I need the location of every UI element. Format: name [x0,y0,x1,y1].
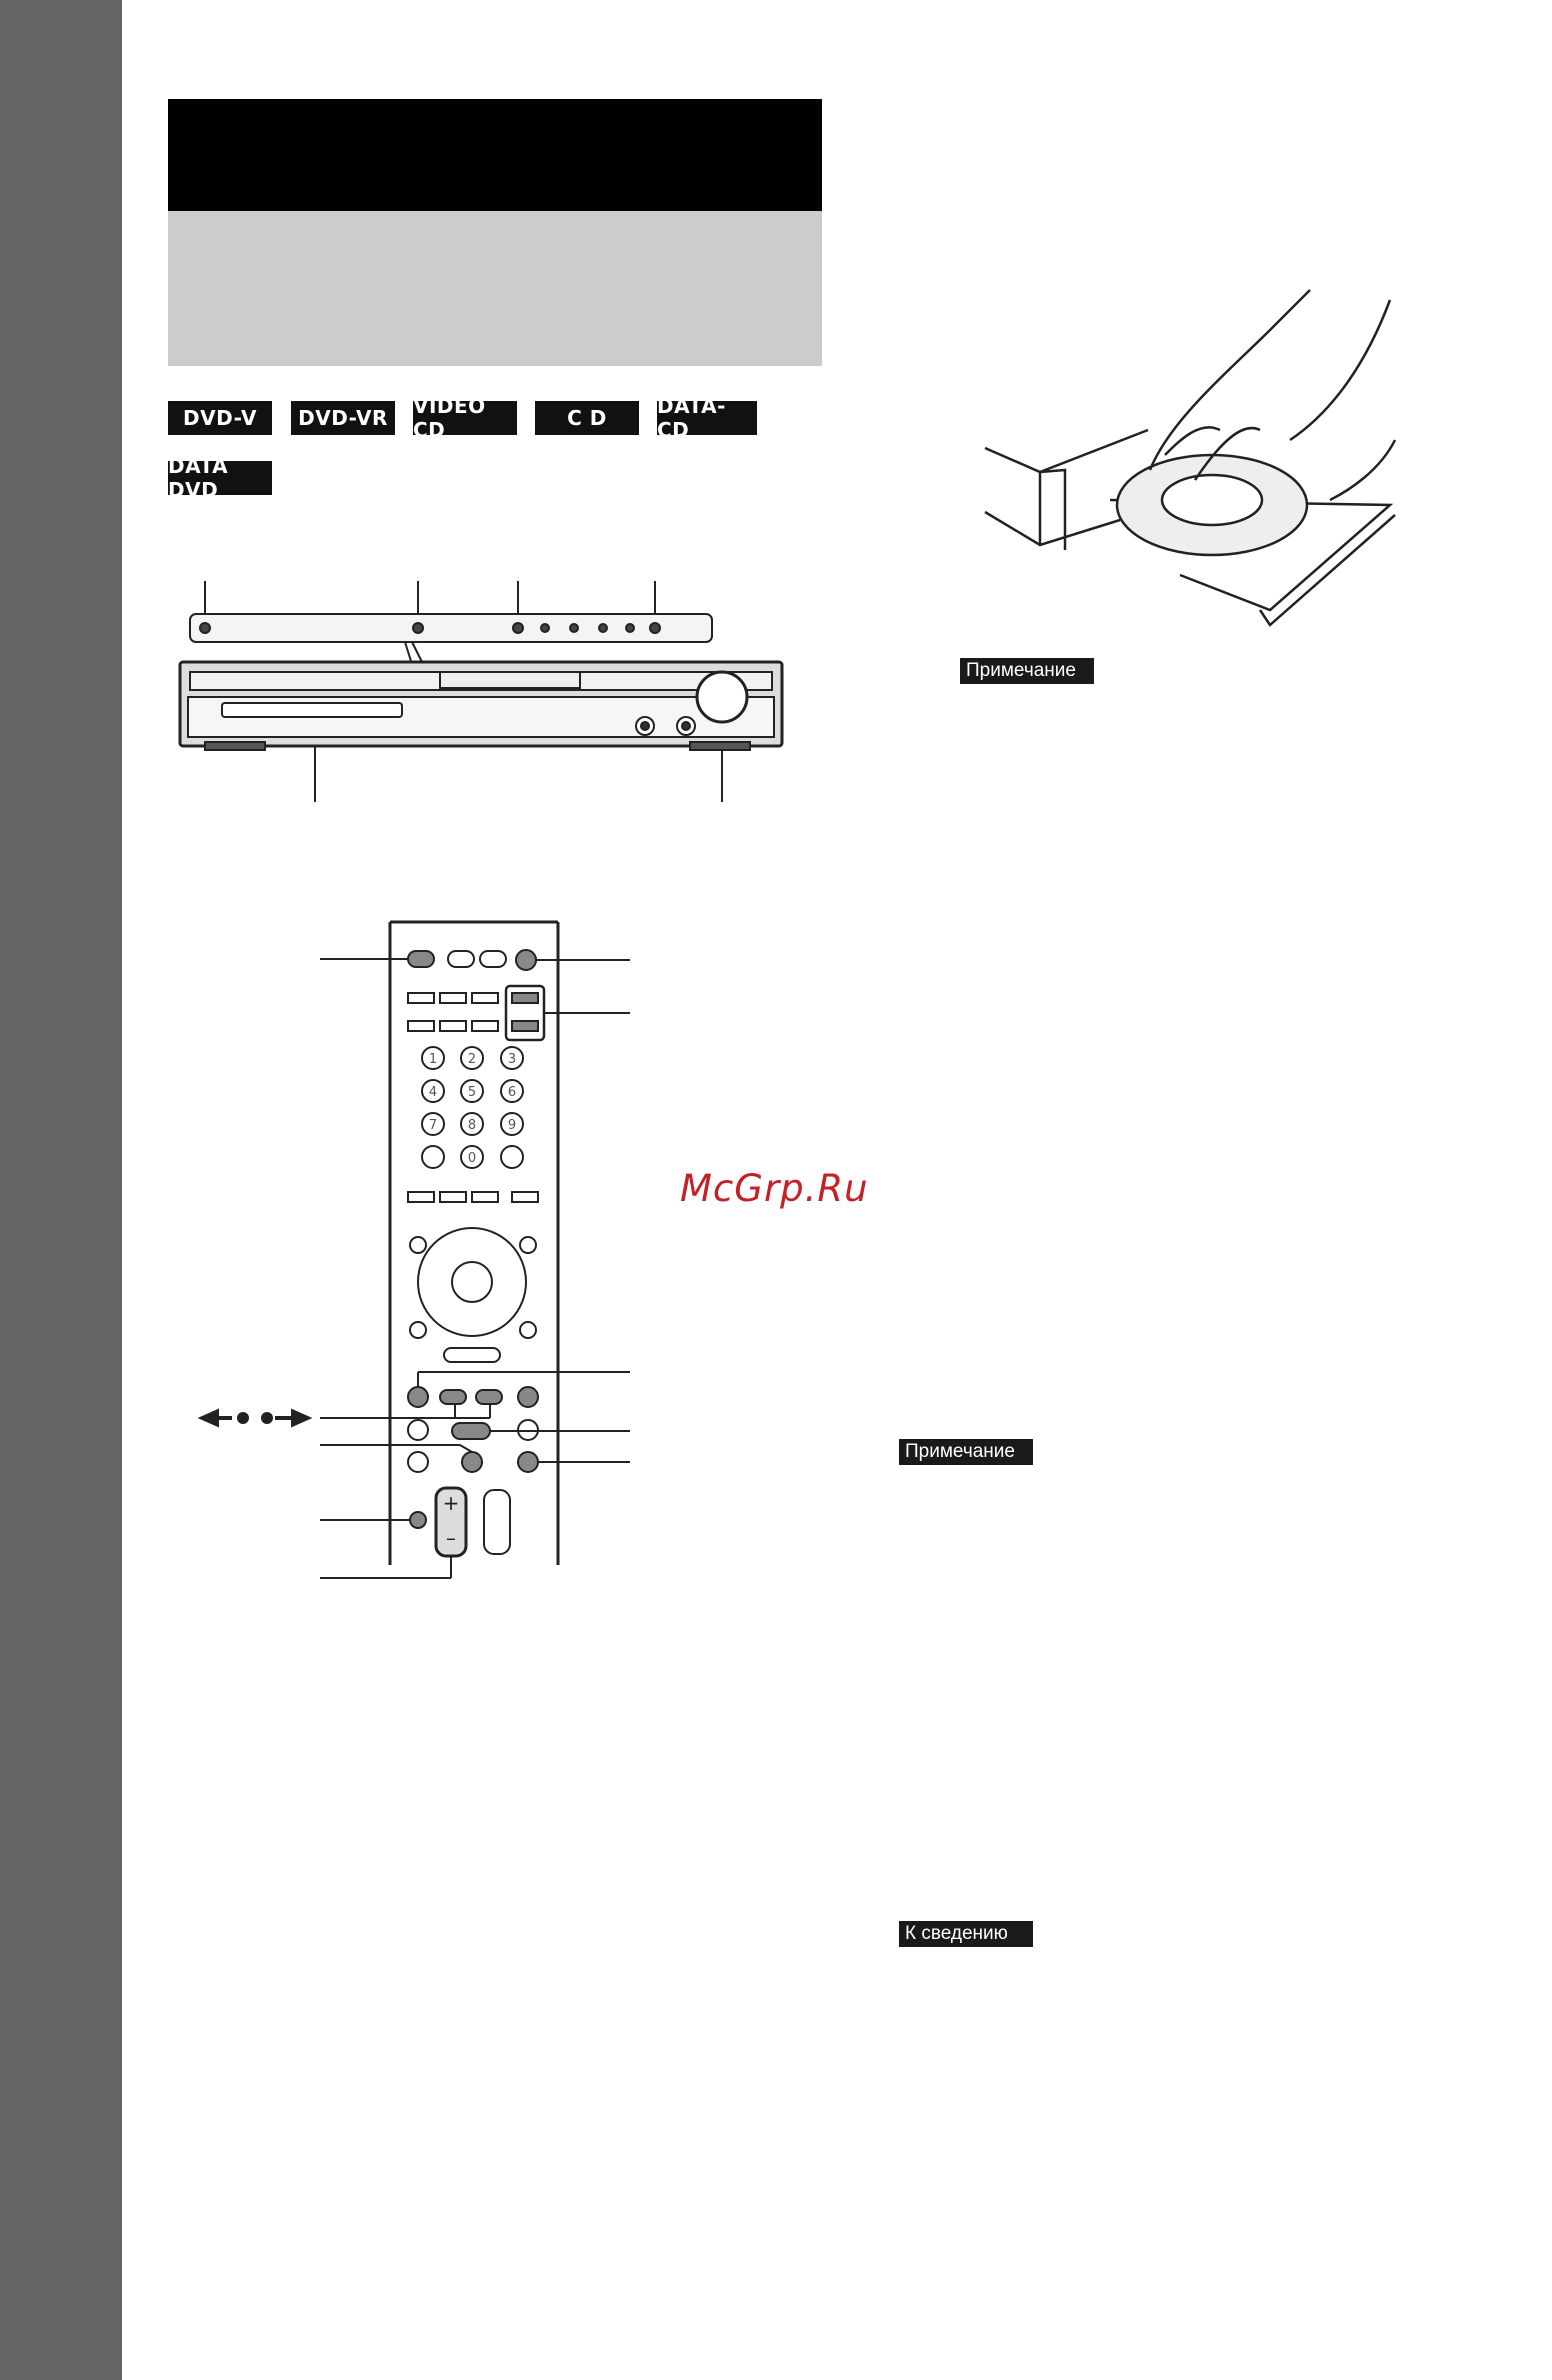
info-label: К сведению [899,1921,1033,1947]
keypad-9: 9 [507,1118,517,1133]
watermark-text: McGrp.Ru [680,1167,869,1210]
badge-data-cd: DATA-CD [657,401,757,435]
keypad-4: 4 [428,1085,438,1100]
badge-dvd-v: DVD-V [168,401,272,435]
badge-cd: C D [535,401,639,435]
note-label-second: Примечание [899,1439,1033,1465]
keypad-8: 8 [467,1118,477,1133]
keypad-1: 1 [428,1052,438,1067]
badge-dvd-vr: DVD-VR [291,401,395,435]
keypad-2: 2 [467,1052,477,1067]
volume-minus-label: – [446,1526,456,1550]
badge-video-cd: VIDEO CD [413,401,517,435]
keypad-0: 0 [467,1151,477,1166]
note-label: Примечание [960,658,1094,684]
keypad-3: 3 [507,1052,517,1067]
badge-data-dvd: DATA DVD [168,461,272,495]
keypad-7: 7 [428,1118,438,1133]
keypad-5: 5 [467,1085,477,1100]
keypad-6: 6 [507,1085,517,1100]
volume-plus-label: + [442,1491,460,1515]
